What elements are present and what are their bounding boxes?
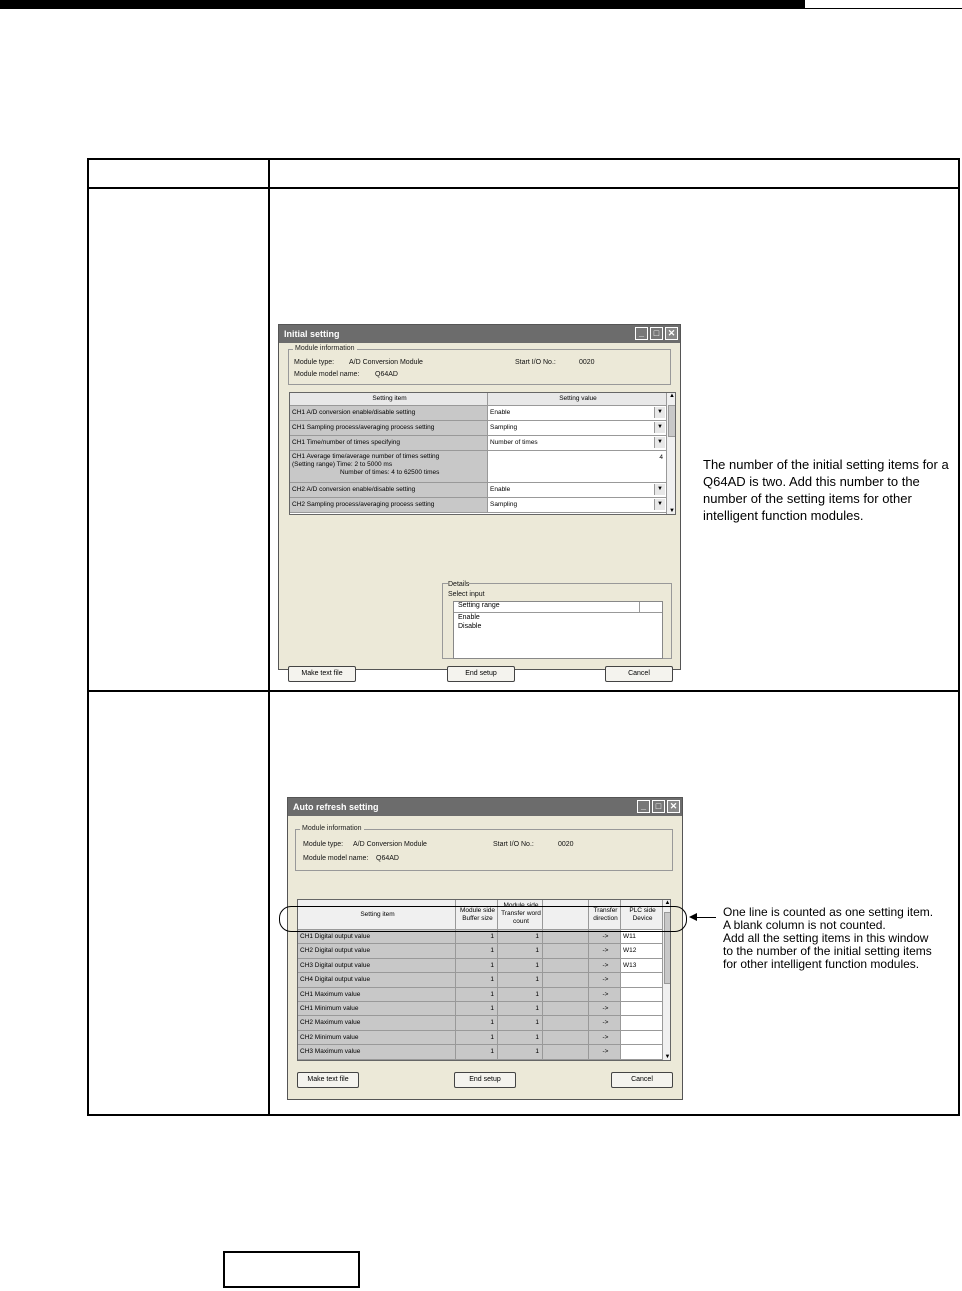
setting-item-cell: CH1 Minimum value xyxy=(298,1002,456,1015)
window-title: Auto refresh setting xyxy=(293,802,379,812)
setting-range-label: Setting range xyxy=(458,602,500,609)
chevron-down-icon[interactable]: ▼ xyxy=(654,499,665,510)
details-label: Details xyxy=(448,581,470,588)
transfer-count-cell: 1 xyxy=(498,1016,543,1029)
scroll-up-icon[interactable]: ▲ xyxy=(669,393,675,399)
header-divider xyxy=(639,602,640,612)
setting-item-cell: CH2 A/D conversion enable/disable setting xyxy=(290,483,488,497)
header-rule xyxy=(0,0,805,9)
setting-value-select[interactable] xyxy=(488,498,666,512)
initial-setting-annotation: The number of the initial setting items for a Q64AD is two. Add this number to the number of the setting items for other intelligent function modules. xyxy=(703,457,949,523)
buffer-size-cell: 1 xyxy=(456,930,498,943)
scroll-down-icon[interactable]: ▼ xyxy=(664,1054,671,1060)
col-transfer-count: Module side Transfer word count xyxy=(498,900,543,929)
setting-value-select[interactable] xyxy=(488,421,666,435)
setting-item-cell: CH1 Digital output value xyxy=(298,930,456,943)
setting-item-cell: CH2 Minimum value xyxy=(298,1031,456,1044)
blank-cell xyxy=(543,1031,589,1044)
auto-refresh-window xyxy=(287,797,683,1100)
buffer-size-cell: 1 xyxy=(456,959,498,972)
transfer-count-cell: 1 xyxy=(498,930,543,943)
chevron-down-icon[interactable]: ▼ xyxy=(654,437,665,448)
direction-cell: -> xyxy=(589,1045,621,1058)
plc-device-input[interactable] xyxy=(621,1002,662,1015)
maximize-icon[interactable]: □ xyxy=(650,327,663,340)
module-info-group xyxy=(288,345,671,385)
transfer-count-cell: 1 xyxy=(498,1045,543,1058)
module-type-value: A/D Conversion Module xyxy=(353,841,427,848)
start-io-value: 0020 xyxy=(579,359,595,366)
chevron-down-icon[interactable]: ▼ xyxy=(654,407,665,418)
direction-cell: -> xyxy=(589,930,621,943)
highlight-ellipse xyxy=(279,906,687,932)
col-setting-item: Setting item xyxy=(290,393,488,405)
annotation-line: One line is counted as one setting item. xyxy=(723,905,934,919)
plc-device-input[interactable] xyxy=(621,988,662,1001)
table-row xyxy=(290,451,666,483)
close-icon[interactable]: ✕ xyxy=(667,800,680,813)
model-name-label: Module model name: xyxy=(303,855,369,862)
setting-value-text: Enable xyxy=(490,486,511,493)
table-row xyxy=(298,1031,662,1045)
setting-item-cell: CH2 Digital output value xyxy=(298,944,456,957)
direction-cell: -> xyxy=(589,988,621,1001)
setting-item-cell: CH1 Maximum value xyxy=(298,988,456,1001)
annotation-line: Add all the setting items in this window xyxy=(723,931,929,945)
setting-item-cell xyxy=(290,451,488,482)
direction-cell: -> xyxy=(589,1031,621,1044)
table-row xyxy=(290,483,666,498)
scroll-down-icon[interactable]: ▼ xyxy=(669,508,675,514)
scroll-up-icon[interactable]: ▲ xyxy=(664,900,671,906)
blank-cell xyxy=(543,1045,589,1058)
close-icon[interactable]: ✕ xyxy=(665,327,678,340)
blank-cell xyxy=(543,944,589,957)
plc-device-input[interactable] xyxy=(621,1045,662,1058)
plc-device-input[interactable] xyxy=(621,1016,662,1029)
minimize-icon[interactable]: _ xyxy=(635,327,648,340)
col-setting-value: Setting value xyxy=(559,395,597,402)
header-rule-thin xyxy=(805,8,962,9)
start-io-value: 0020 xyxy=(558,841,574,848)
setting-item-line: (Setting range) Time: 2 to 5000 ms xyxy=(292,461,393,468)
blank-cell xyxy=(543,930,589,943)
buffer-size-cell: 1 xyxy=(456,1031,498,1044)
col-transfer-direction: Transfer direction xyxy=(589,900,621,929)
table-header-divider xyxy=(87,187,960,189)
make-text-file-button[interactable]: Make text file xyxy=(297,1072,359,1088)
setting-range-list xyxy=(453,601,663,659)
end-setup-button[interactable]: End setup xyxy=(454,1072,516,1088)
scrollbar[interactable] xyxy=(666,393,676,514)
setting-item-cell: CH1 A/D conversion enable/disable setting xyxy=(290,406,488,420)
setting-item-cell: CH3 Maximum value xyxy=(298,1045,456,1058)
buffer-size-cell: 1 xyxy=(456,1045,498,1058)
setting-range-header xyxy=(454,602,662,613)
plc-device-input[interactable] xyxy=(621,973,662,986)
table-row xyxy=(298,1002,662,1016)
arrow-head-icon xyxy=(689,913,697,921)
list-item[interactable]: Enable xyxy=(458,614,480,621)
buffer-size-cell: 1 xyxy=(456,944,498,957)
setting-item-cell: CH1 Sampling process/averaging process setting xyxy=(290,421,488,435)
table-row xyxy=(298,1016,662,1030)
table-column-divider xyxy=(268,158,270,1116)
setting-value-text: Enable xyxy=(490,409,511,416)
table-row xyxy=(290,436,666,451)
plc-device-input[interactable]: W11 xyxy=(621,930,662,943)
setting-value-text: Sampling xyxy=(490,501,518,508)
settings-grid xyxy=(289,392,676,515)
table-row xyxy=(298,959,662,973)
buffer-size-cell: 1 xyxy=(456,1002,498,1015)
chevron-down-icon[interactable]: ▼ xyxy=(654,422,665,433)
plc-device-input[interactable]: W13 xyxy=(621,959,662,972)
model-name-value: Q64AD xyxy=(376,855,399,862)
table-row xyxy=(298,988,662,1002)
maximize-icon[interactable]: □ xyxy=(652,800,665,813)
setting-item-cell: CH2 Maximum value xyxy=(298,1016,456,1029)
direction-cell: -> xyxy=(589,1002,621,1015)
table-row xyxy=(298,973,662,987)
annotation-line: to the number of the initial setting items xyxy=(723,944,932,958)
direction-cell: -> xyxy=(589,973,621,986)
setting-value-text: Number of times xyxy=(490,439,538,446)
setting-item-cell: CH2 Sampling process/averaging process setting xyxy=(290,498,488,512)
setting-value-select[interactable] xyxy=(488,436,666,450)
setting-item-cell: CH1 Time/number of times specifying xyxy=(290,436,488,450)
table-row xyxy=(298,1045,662,1059)
make-text-file-button[interactable]: Make text file xyxy=(288,666,356,682)
end-setup-button[interactable]: End setup xyxy=(447,666,515,682)
module-info-group xyxy=(295,825,673,871)
initial-setting-window xyxy=(278,324,681,677)
model-name-label: Module model name: xyxy=(294,371,360,378)
col-setting-item: Setting item xyxy=(298,900,456,929)
direction-cell: -> xyxy=(589,959,621,972)
cancel-button[interactable]: Cancel xyxy=(611,1072,673,1088)
start-io-label: Start I/O No.: xyxy=(515,359,556,366)
setting-item-cell: CH3 Digital output value xyxy=(298,959,456,972)
setting-value-input[interactable]: 4 xyxy=(488,451,666,482)
col-buffer-size: Module side Buffer size xyxy=(456,900,498,929)
setting-item-line: Number of times: 4 to 62500 times xyxy=(340,469,440,476)
details-group xyxy=(442,583,672,659)
setting-item-cell: CH4 Digital output value xyxy=(298,973,456,986)
direction-cell: -> xyxy=(589,944,621,957)
chevron-down-icon[interactable]: ▼ xyxy=(654,484,665,495)
cancel-button[interactable]: Cancel xyxy=(605,666,673,682)
table-row xyxy=(298,930,662,944)
setting-value-text: Sampling xyxy=(490,424,518,431)
model-name-value: Q64AD xyxy=(375,371,398,378)
transfer-count-cell: 1 xyxy=(498,959,543,972)
list-item[interactable]: Disable xyxy=(458,623,482,630)
table-row xyxy=(298,944,662,958)
window-titlebar xyxy=(288,798,682,816)
select-input-label: Select input xyxy=(448,591,485,598)
transfer-count-cell: 1 xyxy=(498,944,543,957)
blank-cell xyxy=(543,1016,589,1029)
transfer-count-cell: 1 xyxy=(498,1031,543,1044)
plc-device-input[interactable] xyxy=(621,1031,662,1044)
annotation-line: A blank column is not counted. xyxy=(723,918,886,932)
table-row xyxy=(290,498,666,513)
module-type-value: A/D Conversion Module xyxy=(349,359,423,366)
buffer-size-cell: 1 xyxy=(456,1016,498,1029)
setting-value-select[interactable] xyxy=(488,406,666,420)
blank-cell xyxy=(543,988,589,1001)
window-titlebar xyxy=(279,325,680,343)
minimize-icon[interactable]: _ xyxy=(637,800,650,813)
annotation-line: for other intelligent function modules. xyxy=(723,957,920,971)
module-info-label: Module information xyxy=(295,345,355,352)
blank-cell xyxy=(543,1002,589,1015)
footer-box xyxy=(223,1251,360,1288)
plc-device-input[interactable]: W12 xyxy=(621,944,662,957)
blank-cell xyxy=(543,973,589,986)
start-io-label: Start I/O No.: xyxy=(493,841,534,848)
buffer-size-cell: 1 xyxy=(456,988,498,1001)
grid-header xyxy=(290,393,666,406)
setting-value-select[interactable] xyxy=(488,483,666,497)
setting-item-line: CH1 Average time/average number of times setting xyxy=(292,453,440,460)
transfer-count-cell: 1 xyxy=(498,1002,543,1015)
module-type-label: Module type: xyxy=(294,359,335,366)
col-plc-device: PLC side Device xyxy=(629,907,656,922)
module-type-label: Module type: xyxy=(303,841,344,848)
scroll-thumb[interactable] xyxy=(668,405,676,437)
blank-cell xyxy=(543,959,589,972)
buffer-size-cell: 1 xyxy=(456,973,498,986)
auto-refresh-annotation xyxy=(723,906,959,971)
transfer-count-cell: 1 xyxy=(498,988,543,1001)
table-row-divider xyxy=(87,690,960,692)
table-row xyxy=(290,421,666,436)
transfer-count-cell: 1 xyxy=(498,973,543,986)
table-row xyxy=(290,406,666,421)
module-info-label: Module information xyxy=(302,825,362,832)
window-title: Initial setting xyxy=(284,329,340,339)
direction-cell: -> xyxy=(589,1016,621,1029)
